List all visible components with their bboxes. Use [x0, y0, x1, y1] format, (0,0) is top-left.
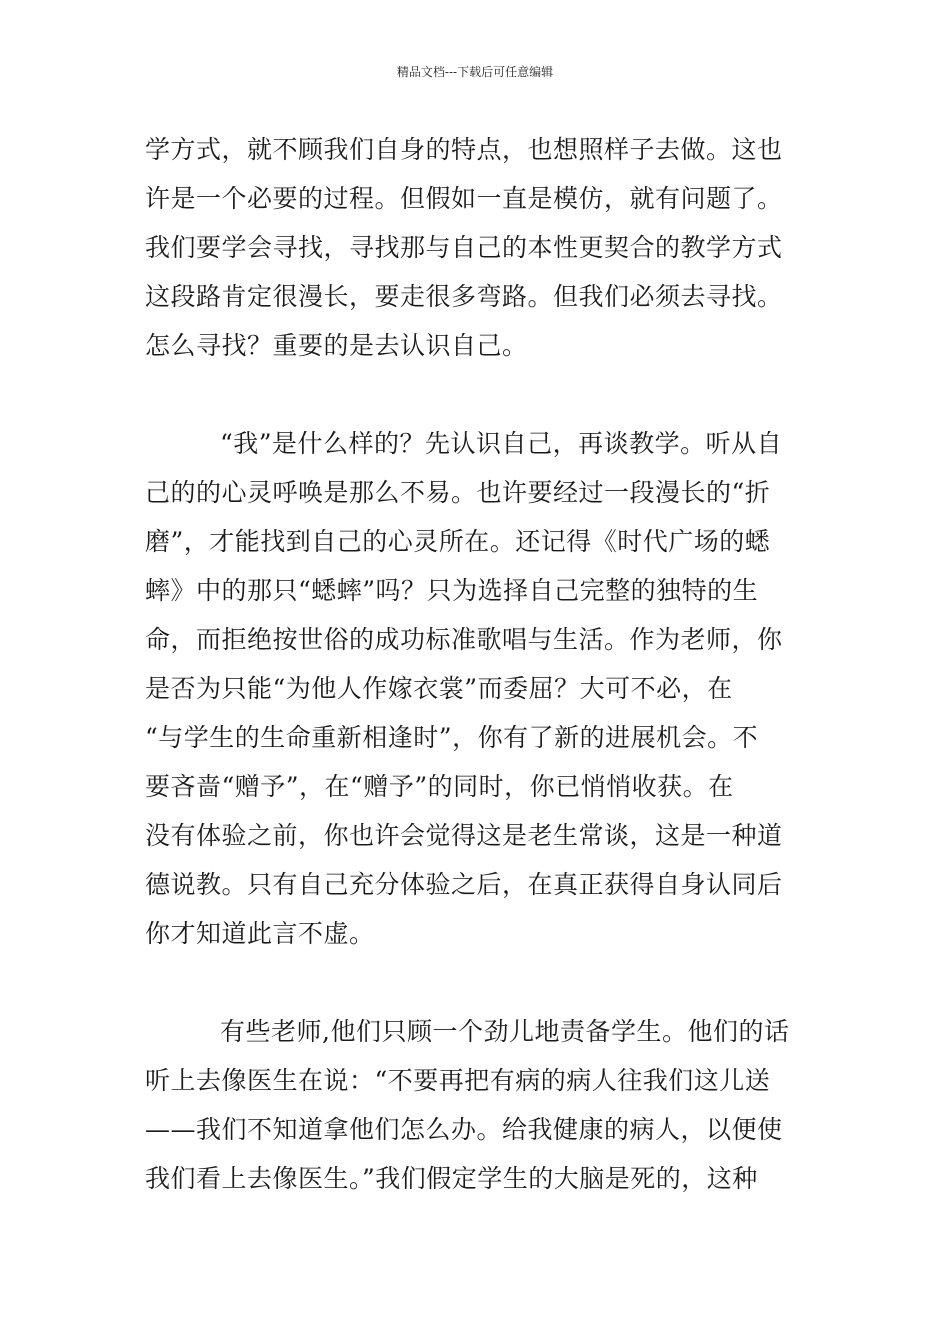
text-line: 我们看上去像医生。”我们假定学生的大脑是死的，这种: [145, 1164, 758, 1193]
text-line: “我”是什么样的？先认识自己，再谈教学。听从自: [220, 429, 783, 458]
text-line: 己的的心灵呼唤是那么不易。也许要经过一段漫长的“折: [145, 478, 771, 507]
text-line: 许是一个必要的过程。但假如一直是模仿，就有问题了。: [145, 184, 783, 213]
text-line: ——我们不知道拿他们怎么办。给我健康的病人，以便使: [145, 1115, 783, 1144]
text-line: 蟀》中的那只“蟋蟀”吗？只为选择自己完整的独特的生: [145, 576, 759, 605]
text-line: 命，而拒绝按世俗的成功标准歌唱与生活。作为老师，你: [145, 625, 783, 654]
paragraph-3: [145, 1007, 810, 1203]
text-line: 学方式，就不顾我们自身的特点，也想照样子去做。这也: [145, 135, 783, 164]
paragraph-1: [145, 125, 810, 370]
document-body: [145, 125, 810, 1203]
text-line: 你才知道此言不虚。: [145, 919, 375, 948]
text-line: 听上去像医生在说：“不要再把有病的病人往我们这儿送: [145, 1066, 771, 1095]
text-line: 没有体验之前，你也许会觉得这是老生常谈，这是一种道: [145, 821, 783, 850]
text-line: 磨”，才能找到自己的心灵所在。还记得《时代广场的蟋: [145, 527, 771, 556]
paragraph-2: [145, 419, 810, 958]
text-line: 我们要学会寻找，寻找那与自己的本性更契合的教学方式: [145, 233, 783, 262]
text-line: “与学生的生命重新相逢时”，你有了新的进展机会。不: [145, 723, 759, 752]
text-line: 这段路肯定很漫长，要走很多弯路。但我们必须去寻找。: [145, 282, 783, 311]
text-line: 怎么寻找？重要的是去认识自己。: [145, 331, 528, 360]
page-header: 精品文档---下载后可任意编辑: [396, 65, 554, 79]
paragraph-gap: [145, 370, 810, 419]
text-line: 要吝啬“赠予”，在“赠予”的同时，你已悄悄收获。在: [145, 772, 734, 801]
text-line: 是否为只能“为他人作嫁衣裳”而委屈？大可不必，在: [145, 674, 733, 703]
text-line: 德说教。只有自己充分体验之后，在真正获得自身认同后: [145, 870, 783, 899]
paragraph-gap: [145, 958, 810, 1007]
text-line: 有些老师,他们只顾一个劲儿地责备学生。他们的话: [220, 1017, 790, 1046]
